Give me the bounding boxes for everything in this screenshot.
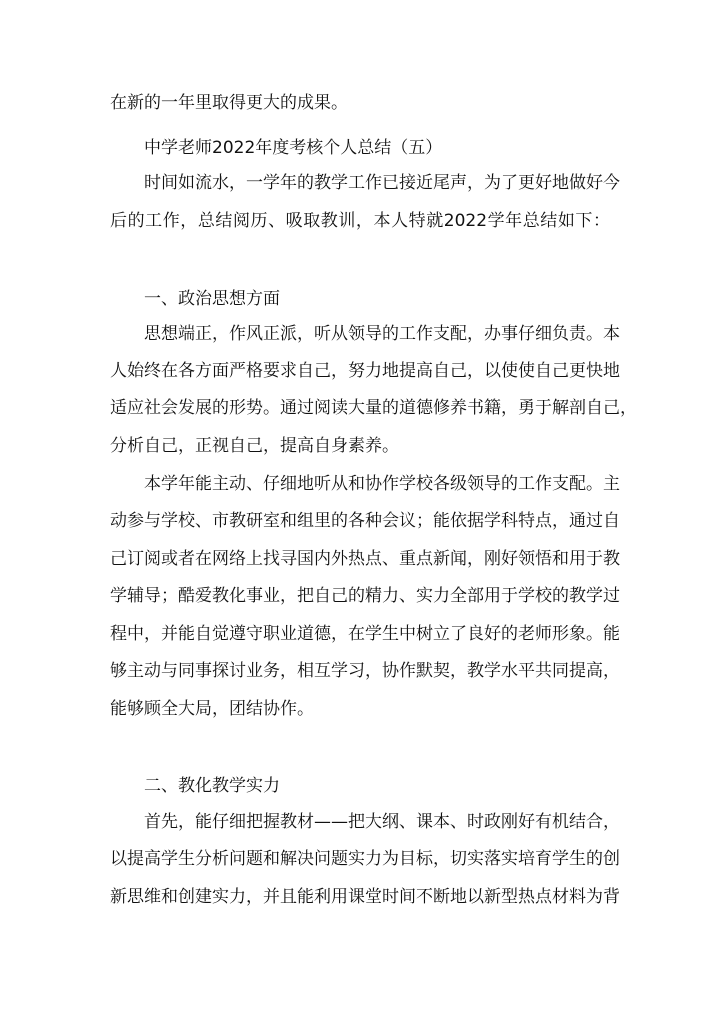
paragraph-line: 后的工作，总结阅历、吸取教训，本人特就2022学年总结如下： (110, 211, 610, 231)
paragraph-line: 适应社会发展的形势。通过阅读大量的道德修养书籍，勇于解剖自己， (110, 398, 637, 418)
paragraph-line: 够主动与同事探讨业务，相互学习，协作默契，教学水平共同提高， (110, 661, 620, 681)
paragraph-line: 新思维和创建实力，并且能利用课堂时间不断地以新型热点材料为背 (110, 887, 620, 907)
paragraph-line: 首先，能仔细把握教材——把大纲、课本、时政刚好有机结合， (144, 812, 620, 832)
paragraph-line: 己订阅或者在网络上找寻国内外热点、重点新闻，刚好领悟和用于教 (110, 549, 620, 569)
paragraph-line: 动参与学校、市教研室和组里的各种会议；能依据学科特点，通过自 (110, 511, 620, 531)
paragraph-line: 在新的一年里取得更大的成果。 (110, 93, 348, 113)
section-title: 中学老师2022年度考核个人总结（五） (144, 138, 443, 158)
paragraph-line: 分析自己，正视自己，提高自身素养。 (110, 436, 399, 456)
paragraph-line: 本学年能主动、仔细地听从和协作学校各级领导的工作支配。主 (144, 474, 620, 494)
paragraph-line: 人始终在各方面严格要求自己，努力地提高自己，以使使自己更快地 (110, 361, 620, 381)
paragraph-line: 思想端正，作风正派，听从领导的工作支配，办事仔细负责。本 (144, 324, 620, 344)
section-heading: 二、教化教学实力 (144, 776, 280, 796)
paragraph-line: 以提高学生分析问题和解决问题实力为目标，切实落实培育学生的创 (110, 849, 620, 869)
section-heading: 一、政治思想方面 (144, 289, 280, 309)
paragraph-line: 能够顾全大局，团结协作。 (110, 699, 314, 719)
paragraph-line: 时间如流水，一学年的教学工作已接近尾声，为了更好地做好今 (144, 173, 620, 193)
paragraph-line: 学辅导；酷爱教化事业，把自己的精力、实力全部用于学校的教学过 (110, 586, 620, 606)
paragraph-line: 程中，并能自觉遵守职业道德，在学生中树立了良好的老师形象。能 (110, 624, 620, 644)
